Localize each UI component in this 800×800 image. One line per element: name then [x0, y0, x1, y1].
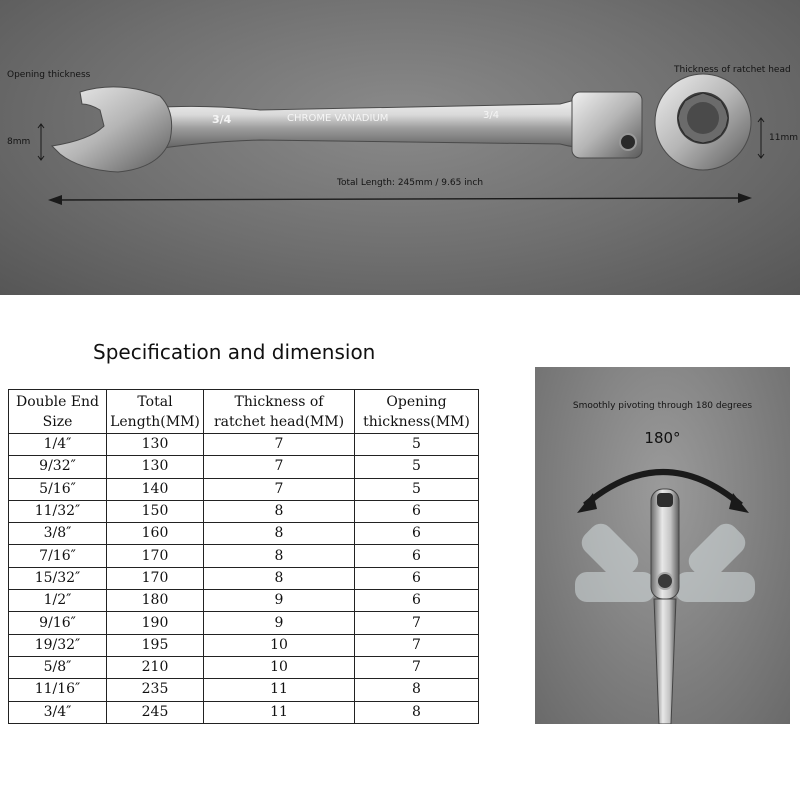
cell-length: 130	[107, 456, 204, 478]
cell-ratchet-thickness: 7	[204, 434, 355, 456]
label-ratchet-thickness: Thickness of ratchet head	[674, 65, 791, 75]
table-row	[9, 679, 479, 701]
cell-ratchet-thickness: 7	[204, 456, 355, 478]
cell-opening-thickness: 7	[355, 612, 479, 634]
engraving-size-right: 3/4	[483, 110, 500, 121]
engraving-size-left: 3/4	[212, 113, 232, 126]
cell-ratchet-thickness: 10	[204, 656, 355, 678]
total-length-label: Total Length: 245mm / 9.65 inch	[337, 178, 484, 188]
header-ratchet-thickness: Thickness of ratchet head(MM)	[204, 390, 355, 434]
cell-ratchet-thickness: 8	[204, 545, 355, 567]
pivot-bolt	[620, 134, 636, 150]
engraving-brand: CHROME VANADIUM	[287, 113, 389, 124]
cell-opening-thickness: 5	[355, 456, 479, 478]
pivot-photo	[535, 367, 790, 724]
cell-opening-thickness: 7	[355, 634, 479, 656]
cell-ratchet-thickness: 7	[204, 478, 355, 500]
cell-opening-thickness: 5	[355, 434, 479, 456]
table-row	[9, 656, 479, 678]
header-opening-thickness: Opening thickness(MM)	[355, 390, 479, 434]
cell-size: 3/4″	[9, 701, 107, 723]
cell-opening-thickness: 6	[355, 567, 479, 589]
table-row	[9, 612, 479, 634]
cell-opening-thickness: 7	[355, 656, 479, 678]
total-length-arrow	[52, 198, 748, 200]
cell-length: 160	[107, 523, 204, 545]
table-row	[9, 523, 479, 545]
table-row	[9, 456, 479, 478]
pivot-caption: Smoothly pivoting through 180 degrees	[572, 401, 753, 411]
cell-size: 15/32″	[9, 567, 107, 589]
table-row	[9, 500, 479, 522]
cell-size: 9/32″	[9, 456, 107, 478]
spec-table	[8, 389, 479, 724]
table-row	[9, 590, 479, 612]
table-row	[9, 478, 479, 500]
wrench-illustration	[0, 0, 800, 295]
cell-size: 11/32″	[9, 500, 107, 522]
label-opening-thickness: Opening thickness	[7, 70, 91, 80]
cell-length: 180	[107, 590, 204, 612]
dim-opening-value: 8mm	[7, 137, 31, 147]
cell-ratchet-thickness: 9	[204, 612, 355, 634]
cell-length: 235	[107, 679, 204, 701]
cell-size: 9/16″	[9, 612, 107, 634]
pivot-bolt-closeup	[657, 573, 673, 589]
table-row	[9, 434, 479, 456]
cell-opening-thickness: 8	[355, 701, 479, 723]
cell-ratchet-thickness: 8	[204, 523, 355, 545]
wrench-photo-banner	[0, 0, 800, 295]
cell-ratchet-thickness: 10	[204, 634, 355, 656]
cell-size: 1/2″	[9, 590, 107, 612]
cell-length: 140	[107, 478, 204, 500]
cell-opening-thickness: 6	[355, 500, 479, 522]
cell-size: 19/32″	[9, 634, 107, 656]
cell-size: 1/4″	[9, 434, 107, 456]
pivot-angle-label: 180°	[644, 429, 681, 447]
pivot-wrench-handle	[654, 599, 676, 724]
cell-length: 170	[107, 545, 204, 567]
table-row	[9, 567, 479, 589]
cell-ratchet-thickness: 11	[204, 679, 355, 701]
cell-ratchet-thickness: 9	[204, 590, 355, 612]
cell-opening-thickness: 5	[355, 478, 479, 500]
dim-ratchet-value: 11mm	[769, 133, 798, 143]
cell-length: 170	[107, 567, 204, 589]
cell-size: 5/16″	[9, 478, 107, 500]
cell-ratchet-thickness: 8	[204, 500, 355, 522]
cell-size: 11/16″	[9, 679, 107, 701]
spec-title: Specification and dimension	[93, 340, 376, 364]
cell-ratchet-thickness: 8	[204, 567, 355, 589]
header-size: Double End Size	[9, 390, 107, 434]
cell-length: 130	[107, 434, 204, 456]
cell-length: 195	[107, 634, 204, 656]
cell-length: 245	[107, 701, 204, 723]
cell-opening-thickness: 6	[355, 590, 479, 612]
table-header-row	[9, 390, 479, 434]
cell-opening-thickness: 6	[355, 545, 479, 567]
cell-ratchet-thickness: 11	[204, 701, 355, 723]
wrench-open-end	[52, 87, 172, 172]
header-length: Total Length(MM)	[107, 390, 204, 434]
table-body	[9, 434, 479, 724]
cell-opening-thickness: 8	[355, 679, 479, 701]
cell-length: 150	[107, 500, 204, 522]
cell-size: 5/8″	[9, 656, 107, 678]
cell-opening-thickness: 6	[355, 523, 479, 545]
cell-size: 7/16″	[9, 545, 107, 567]
pivot-illustration	[535, 367, 790, 724]
table-row	[9, 701, 479, 723]
cell-size: 3/8″	[9, 523, 107, 545]
table-row	[9, 545, 479, 567]
table-row	[9, 634, 479, 656]
cell-length: 210	[107, 656, 204, 678]
cell-length: 190	[107, 612, 204, 634]
